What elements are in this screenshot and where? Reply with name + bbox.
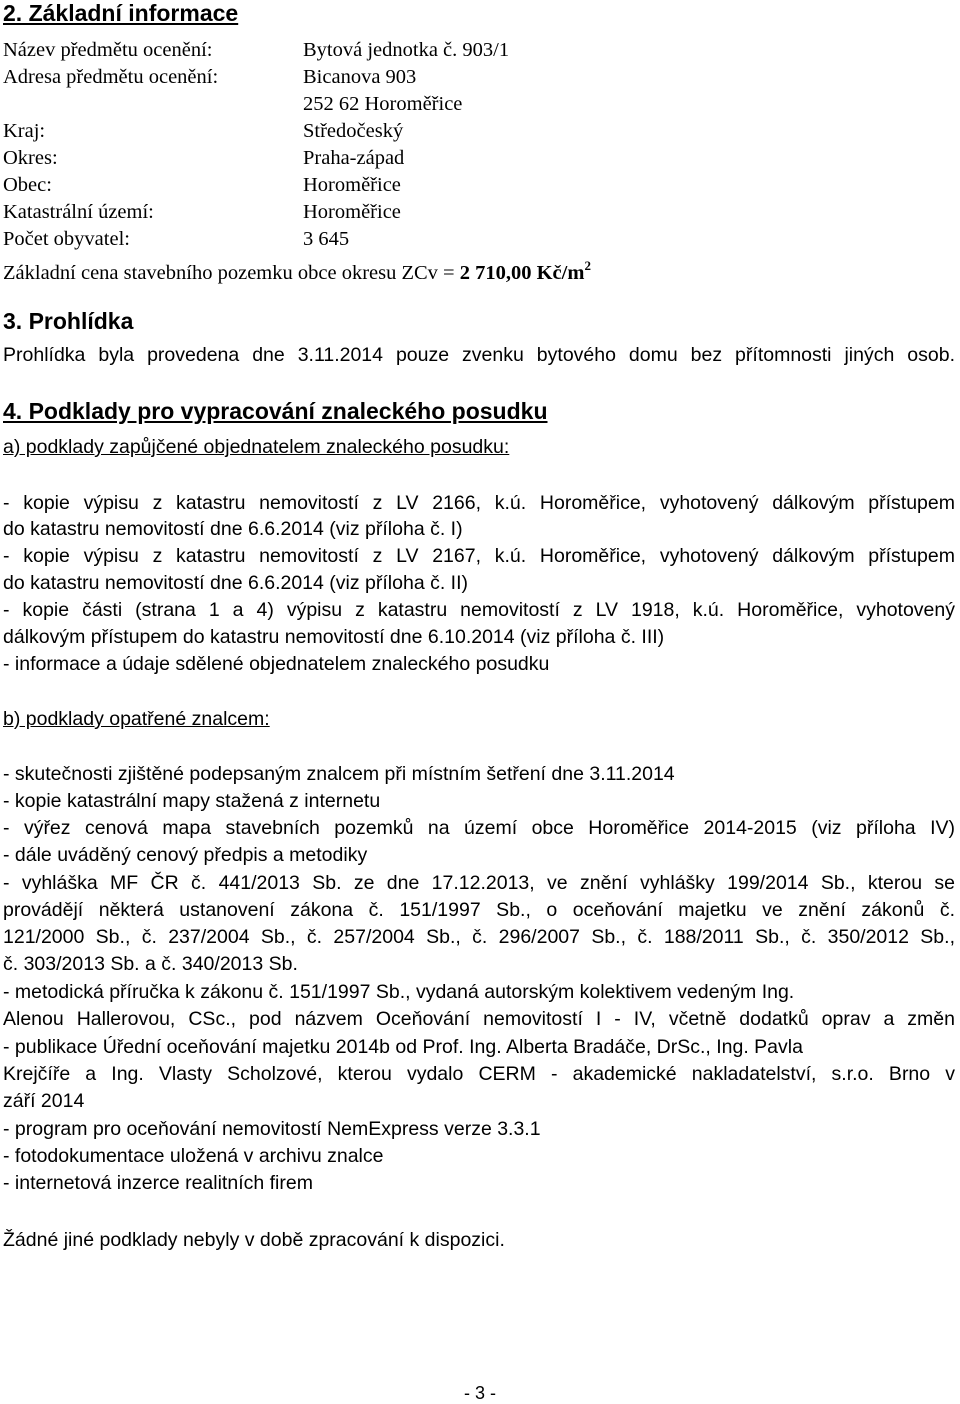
list-item-cont: 121/2000 Sb., č. 237/2004 Sb., č. 257/2004 Sb., č. 296/2007 Sb., č. 188/2011 Sb., č. 350/2012 Sb.,	[3, 926, 955, 948]
list-item: - dále uváděný cenový předpis a metodiky	[3, 844, 368, 866]
list-item: - kopie výpisu z katastru nemovitostí z LV 2167, k.ú. Horoměřice, vyhotovený dálkovým přístupem	[3, 545, 955, 567]
info-label: Katastrální území:	[3, 201, 154, 223]
list-item: - výřez cenová mapa stavebních pozemků na území obce Horoměřice 2014-2015 (viz příloha IV)	[3, 817, 955, 839]
base-price-line	[3, 253, 591, 286]
list-item: - skutečnosti zjištěné podepsaným znalcem při místním šetření dne 3.11.2014	[3, 763, 675, 785]
section-4-heading: 4. Podklady pro vypracování znaleckého posudku	[3, 398, 548, 424]
info-row	[3, 37, 510, 63]
info-value: Bicanova 903	[303, 66, 417, 88]
inspection-text: Prohlídka byla provedena dne 3.11.2014 pouze zvenku bytového domu bez přítomnosti jiných osob.	[3, 344, 955, 366]
info-label: Adresa předmětu ocenění:	[3, 66, 219, 88]
closing-statement: Žádné jiné podklady nebyly v době zpracování k dispozici.	[3, 1229, 505, 1251]
list-item-cont: září 2014	[3, 1090, 85, 1112]
list-item: - informace a údaje sdělené objednatelem znaleckého posudku	[3, 653, 550, 675]
info-row	[3, 145, 405, 171]
list-item: - metodická příručka k zákonu č. 151/1997 Sb., vydaná autorským kolektivem vedeným Ing.	[3, 981, 795, 1003]
list-item: - kopie části (strana 1 a 4) výpisu z katastru nemovitostí z LV 1918, k.ú. Horoměřice, vyhotovený	[3, 599, 955, 621]
info-value: Praha-západ	[303, 147, 405, 169]
list-item-cont: Alenou Hallerovou, CSc., pod názvem Oceňování nemovitostí I - IV, včetně dodatků oprav a změn	[3, 1008, 955, 1030]
list-item-cont: do katastru nemovitostí dne 6.6.2014 (viz příloha č. I)	[3, 518, 463, 540]
info-value: 252 62 Horoměřice	[303, 93, 463, 115]
list-item: - internetová inzerce realitních firem	[3, 1172, 313, 1194]
list-item: - kopie výpisu z katastru nemovitostí z LV 2166, k.ú. Horoměřice, vyhotovený dálkovým přístupem	[3, 492, 955, 514]
section-3-heading: 3. Prohlídka	[3, 308, 134, 334]
page-number: - 3 -	[463, 1383, 496, 1403]
info-value: 3 645	[303, 228, 350, 250]
info-row	[3, 64, 417, 90]
list-item: - fotodokumentace uložená v archivu znalce	[3, 1145, 384, 1167]
list-item-cont: do katastru nemovitostí dne 6.6.2014 (viz příloha č. II)	[3, 572, 468, 594]
info-label: Obec:	[3, 174, 52, 196]
subheading-b: b) podklady opatřené znalcem:	[3, 708, 270, 730]
base-price-value: 2 710,00 Kč/m	[459, 262, 585, 284]
base-price-sup: 2	[584, 258, 591, 273]
info-row	[3, 199, 401, 225]
info-row	[3, 226, 350, 252]
info-label: Počet obyvatel:	[3, 228, 130, 250]
info-label: Název předmětu ocenění:	[3, 39, 213, 61]
list-item: - program pro oceňování nemovitostí NemExpress verze 3.3.1	[3, 1118, 541, 1140]
base-price-text: Základní cena stavebního pozemku obce okresu ZCv =	[3, 262, 460, 284]
list-item: - kopie katastrální mapy stažená z internetu	[3, 790, 381, 812]
list-item-cont: č. 303/2013 Sb. a č. 340/2013 Sb.	[3, 953, 298, 975]
list-item: - vyhláška MF ČR č. 441/2013 Sb. ze dne 17.12.2013, ve znění vyhlášky 199/2014 Sb., kterou se	[3, 872, 955, 894]
info-row	[3, 118, 404, 144]
info-value: Bytová jednotka č. 903/1	[303, 39, 510, 61]
info-row	[3, 172, 401, 198]
section-2-heading: 2. Základní informace	[3, 0, 239, 26]
subheading-a: a) podklady zapůjčené objednatelem znaleckého posudku:	[3, 436, 510, 458]
info-value: Horoměřice	[303, 201, 401, 223]
info-label: Kraj:	[3, 120, 46, 142]
info-value: Horoměřice	[303, 174, 401, 196]
info-label: Okres:	[3, 147, 58, 169]
list-item: - publikace Úřední oceňování majetku 2014b od Prof. Ing. Alberta Bradáče, DrSc., Ing. Pavla	[3, 1036, 803, 1058]
info-value: Středočeský	[303, 120, 404, 142]
list-item-cont: dálkovým přístupem do katastru nemovitostí dne 6.10.2014 (viz příloha č. III)	[3, 626, 665, 648]
list-item-cont: provádějí některá ustanovení zákona č. 151/1997 Sb., o oceňování majetku ve znění zákonů č.	[3, 899, 955, 921]
list-item-cont: Krejčíře a Ing. Vlasty Scholzové, kterou vydalo CERM - akademické nakladatelství, s.r.o. Brno v	[3, 1063, 955, 1085]
